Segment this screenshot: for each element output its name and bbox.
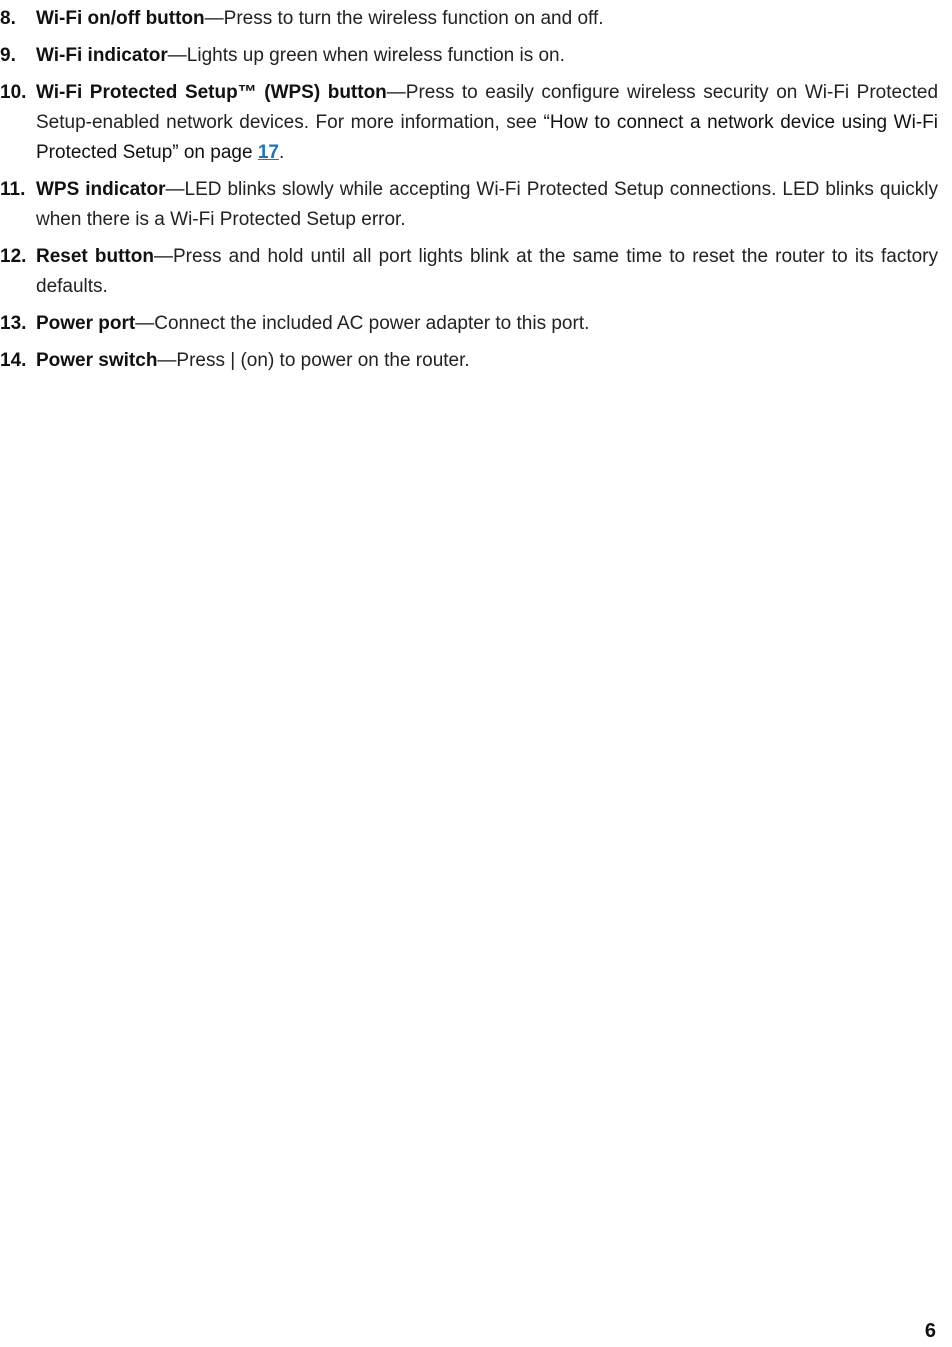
em-dash: — xyxy=(157,350,177,371)
item-number: 11. xyxy=(0,179,26,200)
em-dash: — xyxy=(204,8,224,29)
list-item-wifi-indicator xyxy=(0,41,938,71)
item-number: 9. xyxy=(0,45,16,66)
item-description: Press to easily configure wireless security on Wi-Fi Protected Setup-enabled network devices. For more information, see xyxy=(36,82,939,133)
list-item-power-switch xyxy=(0,346,938,376)
item-description: Press and hold until all port lights blink at the same time to reset the router to its factory defaults. xyxy=(36,246,938,297)
document-body xyxy=(0,4,938,383)
item-term: Power port xyxy=(36,313,136,334)
page-17-link[interactable]: 17 xyxy=(257,142,279,163)
em-dash: — xyxy=(167,45,187,66)
item-term: Reset button xyxy=(36,246,154,267)
item-number: 10. xyxy=(0,82,27,103)
item-description: Press | (on) to power on the router. xyxy=(176,350,470,371)
sentence-end: . xyxy=(278,142,285,163)
item-number: 12. xyxy=(0,246,27,267)
item-description: Press to turn the wireless function on and off. xyxy=(223,8,604,29)
item-number: 13. xyxy=(0,313,27,334)
item-term: Wi-Fi Protected Setup™ (WPS) button xyxy=(36,82,387,103)
item-description: LED blinks slowly while accepting Wi-Fi Protected Setup connections. LED blinks quickly when there is a Wi-Fi Protected Setup error. xyxy=(36,179,938,230)
item-description: Connect the included AC power adapter to this port. xyxy=(154,313,590,334)
page-number: 6 xyxy=(924,1320,936,1342)
em-dash: — xyxy=(135,313,155,334)
list-item-power-port xyxy=(0,309,938,339)
list-item-reset-button xyxy=(0,242,938,302)
item-number: 14. xyxy=(0,350,27,371)
item-description: Lights up green when wireless function is on. xyxy=(186,45,565,66)
list-item-wifi-button xyxy=(0,4,938,34)
em-dash: — xyxy=(386,82,406,103)
em-dash: — xyxy=(165,179,185,200)
item-term: Wi-Fi on/off button xyxy=(36,8,205,29)
item-term: Wi-Fi indicator xyxy=(36,45,168,66)
item-number: 8. xyxy=(0,8,16,29)
item-term: WPS indicator xyxy=(36,179,166,200)
cross-reference: “How to connect a network device using Wi-Fi Protected Setup” on page xyxy=(36,112,938,163)
list-item-wps-button xyxy=(0,78,938,168)
item-term: Power switch xyxy=(36,350,158,371)
em-dash: — xyxy=(153,246,173,267)
list-item-wps-indicator xyxy=(0,175,938,235)
